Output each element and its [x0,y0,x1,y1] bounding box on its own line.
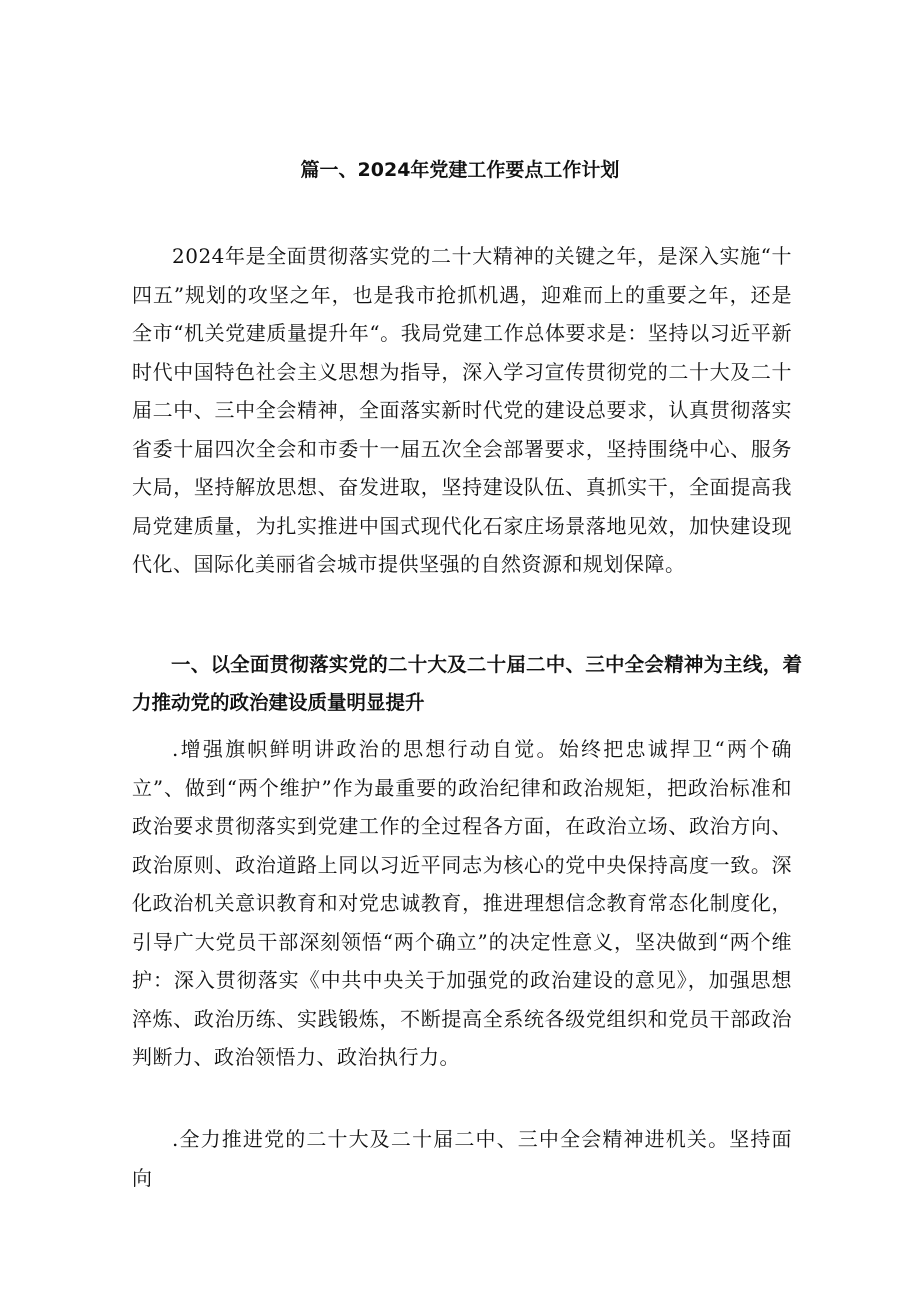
section-paragraph-2: .全力推进党的二十大及二十届二中、三中全会精神进机关。坚持面向 [132,1127,792,1190]
section-paragraph-1: .增强旗帜鲜明讲政治的思想行动自觉。始终把忠诚捍卫“两个确立”、做到“两个维护”作为最重要的政治纪律和政治规矩，把政治标准和政治要求贯彻落实到党建工作的全过程各方面，在政治立场、政治方向、政治原则、政治道路上同以习近平同志为核心的党中央保持高度一致。深化政治机关意识教育和对党忠诚教育，推进理想信念教育常态化制度化，引导广大党员干部深刻领悟“两个确立”的决定性意义，坚决做到“两个维护：深入贯彻落实《中共中央关于加强党的政治建设的意见》，加强思想淬炼、政治历练、实践锻炼，不断提高全系统各级党组织和党员干部政治判断力、政治领悟力、政治执行力。 [132,737,792,1069]
document-title: 篇一、2024年党建工作要点工作计划 [300,159,620,181]
section-heading: 一、以全面贯彻落实党的二十大及二十届二中、三中全会精神为主线，着力推动党的政治建设质量明显提升 [132,653,802,714]
intro-paragraph: 2024年是全面贯彻落实党的二十大精神的关键之年，是深入实施“十四五”规划的攻坚之年，也是我市抢抓机遇，迎难而上的重要之年，还是全市“机关党建质量提升年“。我局党建工作总体要求是：坚持以习近平新时代中国特色社会主义思想为指导，深入学习宣传贯彻党的二十大及二十届二中、三中全会精神，全面落实新时代党的建设总要求，认真贯彻落实省委十届四次全会和市委十一届五次全会部署要求，坚持围绕中心、服务大局，坚持解放思想、奋发进取，坚持建设队伍、真抓实干，全面提高我局党建质量，为扎实推进中国式现代化石家庄场景落地见效，加快建设现代化、国际化美丽省会城市提供坚强的自然资源和规划保障。 [132,244,792,576]
